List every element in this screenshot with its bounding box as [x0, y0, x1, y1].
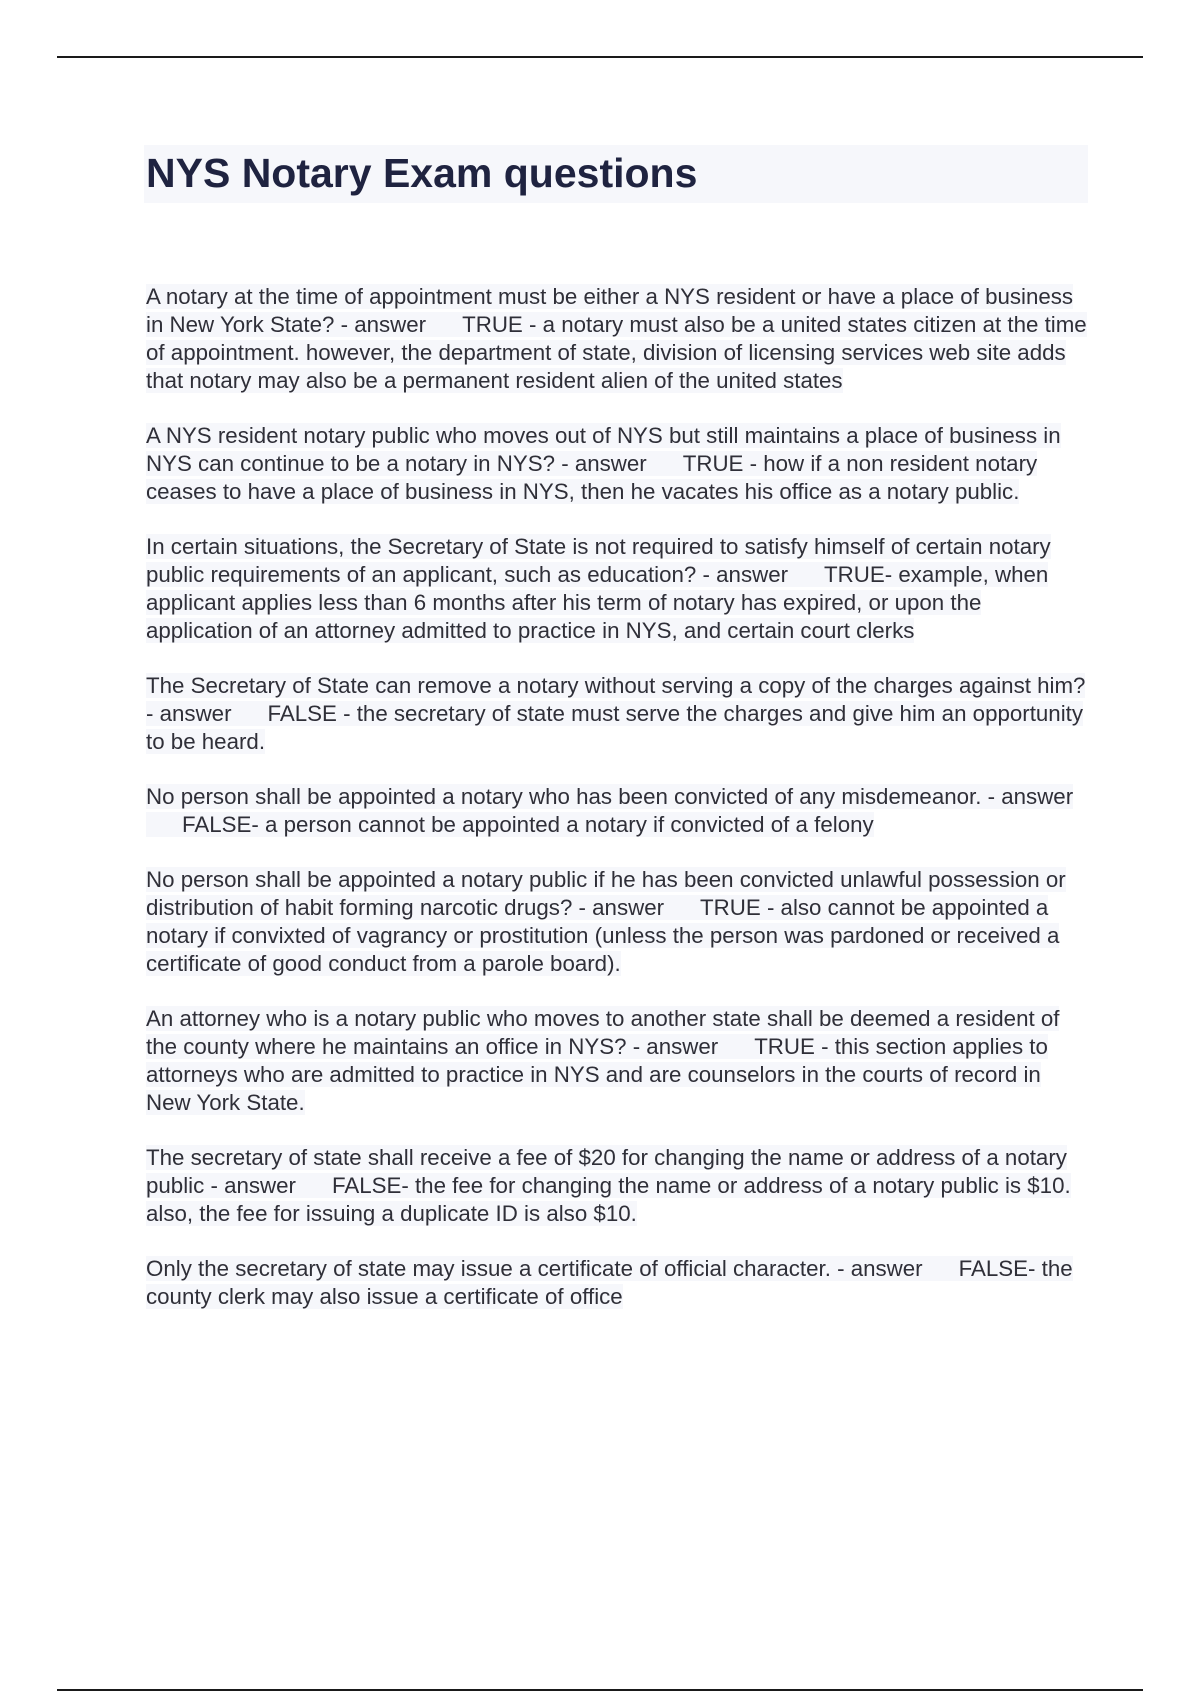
qa-answer: TRUE - this section applies to attorneys who are admitted to practice in NYS and are counselors in the courts of record in New York State. [146, 1034, 1048, 1115]
qa-answer: FALSE - the secretary of state must serve the charges and give him an opportunity to be heard. [146, 701, 1083, 754]
qa-item [146, 866, 1088, 978]
qa-item [146, 672, 1088, 756]
qa-item [146, 1005, 1088, 1117]
qa-answer: TRUE- example, when applicant applies less than 6 months after his term of notary has expired, or upon the application of an attorney admitted to practice in NYS, and certain court clerks [146, 562, 1049, 643]
qa-answer: TRUE - how if a non resident notary ceases to have a place of business in NYS, then he vacates his office as a notary public. [146, 451, 1038, 504]
qa-question: In certain situations, the Secretary of State is not required to satisfy himself of certain notary public requirements of an applicant, such as education? - answer [146, 534, 1051, 587]
qa-question: Only the secretary of state may issue a certificate of official character. - answer [146, 1256, 923, 1281]
qa-item [146, 1144, 1088, 1228]
qa-answer: TRUE - also cannot be appointed a notary if convixted of vagrancy or prostitution (unless the person was pardoned or received a certificate of good conduct from a parole board). [146, 895, 1060, 976]
qa-item [146, 422, 1088, 506]
qa-question: A NYS resident notary public who moves out of NYS but still maintains a place of business in NYS can continue to be a notary in NYS? - answer [146, 423, 1061, 476]
qa-answer: TRUE - a notary must also be a united states citizen at the time of appointment. however, the department of state, division of licensing services web site adds that notary may also be a permanent resident alien of the united states [146, 312, 1087, 393]
qa-question: No person shall be appointed a notary public if he has been convicted unlawful possession or distribution of habit forming narcotic drugs? - answer [146, 867, 1066, 920]
qa-question: No person shall be appointed a notary who has been convicted of any misdemeanor. - answer [146, 784, 1074, 809]
qa-question: The Secretary of State can remove a notary without serving a copy of the charges against him? - answer [146, 673, 1086, 726]
qa-item [146, 1255, 1088, 1311]
qa-question: The secretary of state shall receive a fee of $20 for changing the name or address of a notary public - answer [146, 1145, 1067, 1198]
qa-question: A notary at the time of appointment must be either a NYS resident or have a place of business in New York State? - answer [146, 284, 1074, 337]
page-title: NYS Notary Exam questions [146, 150, 698, 196]
qa-list [146, 283, 1088, 1338]
top-rule [57, 56, 1143, 58]
qa-answer: FALSE- the fee for changing the name or address of a notary public is $10. also, the fee for issuing a duplicate ID is also $10. [146, 1173, 1071, 1226]
bottom-rule [57, 1689, 1143, 1691]
qa-answer: FALSE- the county clerk may also issue a certificate of office [146, 1256, 1073, 1309]
qa-item [146, 283, 1088, 395]
qa-item [146, 533, 1088, 645]
qa-question: An attorney who is a notary public who moves to another state shall be deemed a resident of the county where he maintains an office in NYS? - answer [146, 1006, 1060, 1059]
qa-answer: FALSE- a person cannot be appointed a notary if convicted of a felony [182, 812, 874, 837]
qa-item [146, 783, 1088, 839]
